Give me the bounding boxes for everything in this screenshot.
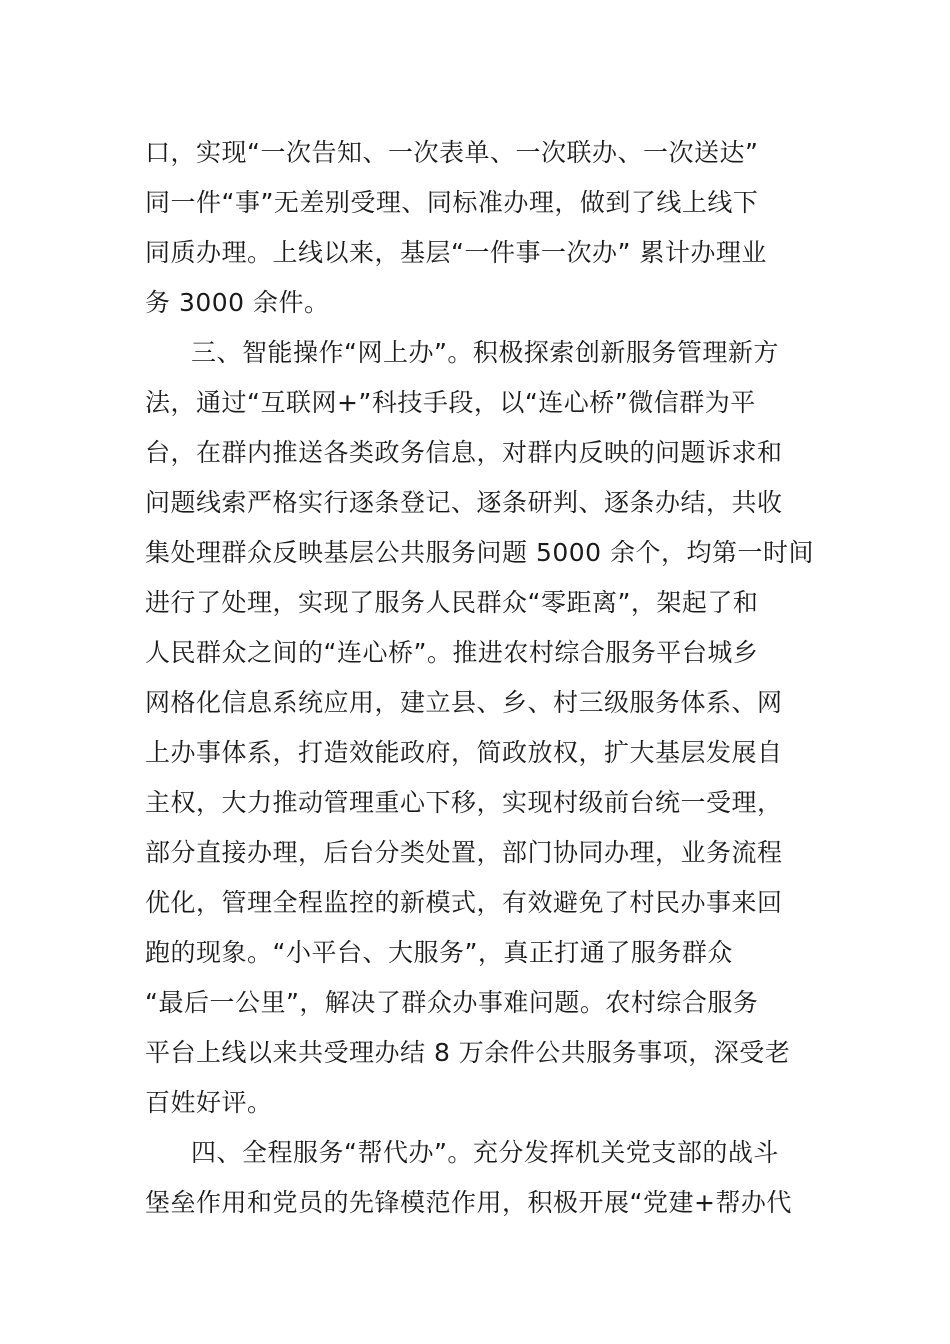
paragraph bbox=[145, 128, 815, 328]
text-line: 集处理群众反映基层公共服务问题 5000 余个，均第一时间 bbox=[145, 538, 815, 567]
paragraph bbox=[145, 328, 815, 1128]
text-line: 平台上线以来共受理办结 8 万余件公共服务事项，深受老 bbox=[145, 1038, 791, 1067]
text-line: 进行了处理，实现了服务人民群众“零距离”，架起了和 bbox=[145, 588, 759, 617]
text-line: 优化，管理全程监控的新模式，有效避免了村民办事来回 bbox=[145, 888, 783, 917]
text-line: 主权，大力推动管理重心下移，实现村级前台统一受理， bbox=[145, 788, 783, 817]
text-line: 法，通过“互联网+”科技手段，以“连心桥”微信群为平 bbox=[145, 388, 756, 417]
text-line: 同一件“事”无差别受理、同标准办理，做到了线上线下 bbox=[145, 188, 759, 217]
text-line: 台，在群内推送各类政务信息，对群内反映的问题诉求和 bbox=[145, 438, 783, 467]
text-line: 上办事体系，打造效能政府，简政放权，扩大基层发展自 bbox=[145, 738, 783, 767]
text-line: 网格化信息系统应用，建立县、乡、村三级服务体系、网 bbox=[145, 688, 783, 717]
text-line: 部分直接办理，后台分类处置，部门协同办理，业务流程 bbox=[145, 838, 783, 867]
paragraph bbox=[145, 1128, 815, 1228]
text-line: 问题线索严格实行逐条登记、逐条研判、逐条办结，共收 bbox=[145, 488, 783, 517]
text-line: 务 3000 余件。 bbox=[145, 288, 330, 317]
text-line: 百姓好评。 bbox=[145, 1088, 273, 1117]
text-line: 堡垒作用和党员的先锋模范作用，积极开展“党建+帮办代 bbox=[145, 1188, 792, 1217]
text-line: 跑的现象。“小平台、大服务”，真正打通了服务群众 bbox=[145, 938, 733, 967]
body-text bbox=[145, 128, 815, 1228]
text-line: 人民群众之间的“连心桥”。推进农村综合服务平台城乡 bbox=[145, 638, 759, 667]
text-line: 同质办理。上线以来，基层“一件事一次办” 累计办理业 bbox=[145, 238, 767, 267]
text-line: 四、全程服务“帮代办”。充分发挥机关党支部的战斗 bbox=[191, 1138, 779, 1167]
text-line: “最后一公里”，解决了群众办事难问题。农村综合服务 bbox=[145, 988, 759, 1017]
text-line: 口，实现“一次告知、一次表单、一次联办、一次送达” bbox=[145, 138, 759, 167]
text-line: 三、智能操作“网上办”。积极探索创新服务管理新方 bbox=[191, 338, 779, 367]
